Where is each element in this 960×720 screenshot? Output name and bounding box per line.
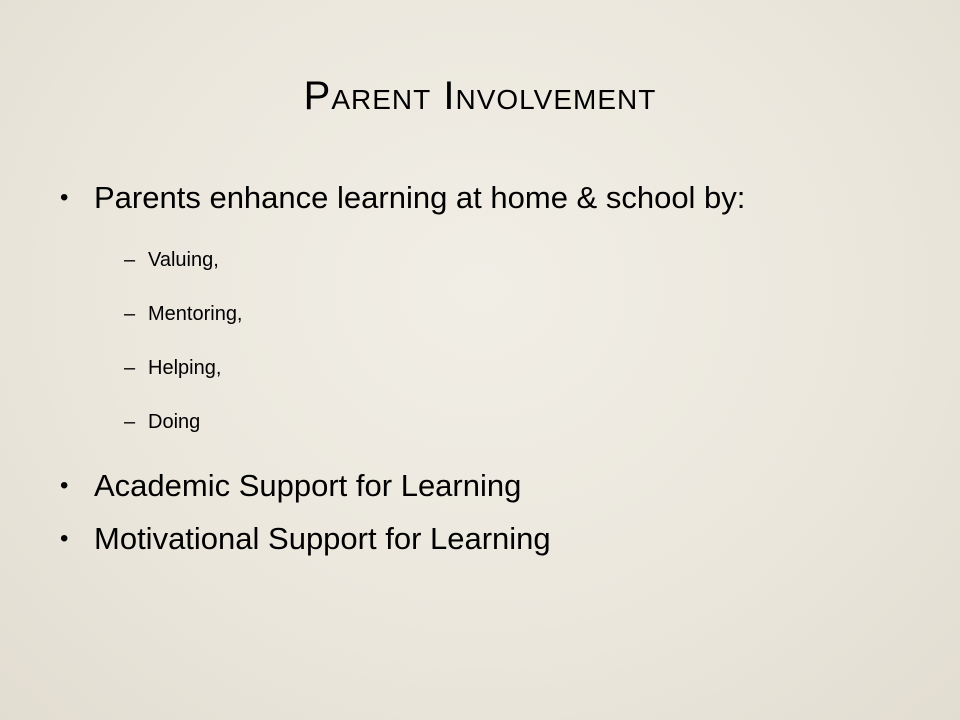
bullet-text: Parents enhance learning at home & school by: [94, 180, 746, 215]
bullet-text: Academic Support for Learning [94, 468, 522, 503]
dash-icon: – [124, 303, 136, 325]
sub-item [60, 410, 880, 434]
sub-item-text: Valuing, [148, 249, 219, 271]
bullet-icon: • [60, 472, 69, 499]
dash-icon: – [124, 249, 136, 271]
dash-icon: – [124, 357, 136, 379]
bullet-list [60, 176, 880, 561]
sub-item-text: Mentoring, [148, 303, 243, 325]
dash-icon: – [124, 411, 136, 433]
sub-item-text: Helping, [148, 357, 222, 379]
bullet-item [60, 517, 880, 561]
bullet-item [60, 176, 880, 220]
sub-item [60, 248, 880, 272]
bullet-icon: • [60, 184, 69, 211]
bullet-item [60, 464, 880, 508]
sub-item-text: Doing [148, 411, 201, 433]
sub-item [60, 302, 880, 326]
bullet-icon: • [60, 525, 69, 552]
bullet-text: Motivational Support for Learning [94, 521, 551, 556]
sub-item [60, 356, 880, 380]
slide-title: Parent Involvement [303, 74, 657, 118]
